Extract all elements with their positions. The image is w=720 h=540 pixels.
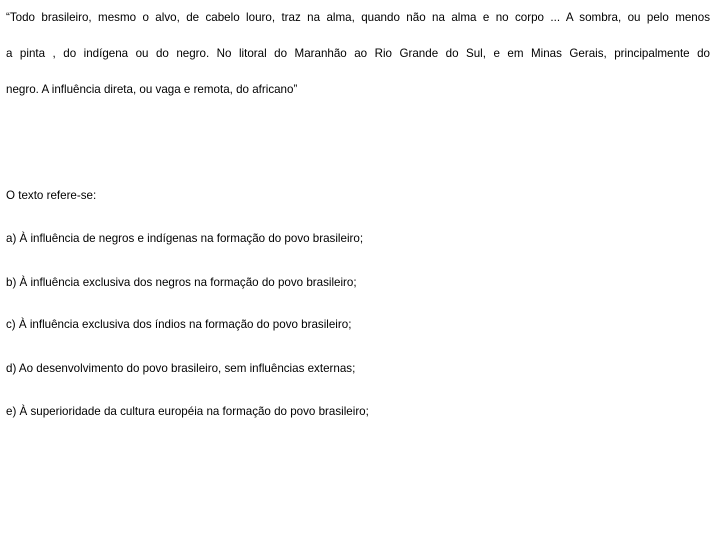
- option-b: b) À influência exclusiva dos negros na formação do povo brasileiro;: [6, 276, 357, 289]
- question-prompt: O texto refere-se:: [6, 189, 97, 202]
- option-d: d) Ao desenvolvimento do povo brasileiro, sem influências externas;: [6, 362, 356, 375]
- quote-text: [6, 12, 710, 120]
- quote-line-2: a pinta , do indígena ou do negro. No litoral do Maranhão ao Rio Grande do Sul, e em Minas Gerais, principalmente do: [6, 47, 710, 60]
- quote-line-1: “Todo brasileiro, mesmo o alvo, de cabelo louro, traz na alma, quando não na alma e no corpo ... A sombra, ou pelo menos: [6, 11, 710, 24]
- option-e: e) À superioridade da cultura européia na formação do povo brasileiro;: [6, 405, 369, 418]
- option-a: a) À influência de negros e indígenas na formação do povo brasileiro;: [6, 232, 364, 245]
- quote-line-3: negro. A influência direta, ou vaga e remota, do africano”: [6, 83, 298, 96]
- option-c: c) À influência exclusiva dos índios na formação do povo brasileiro;: [6, 318, 352, 331]
